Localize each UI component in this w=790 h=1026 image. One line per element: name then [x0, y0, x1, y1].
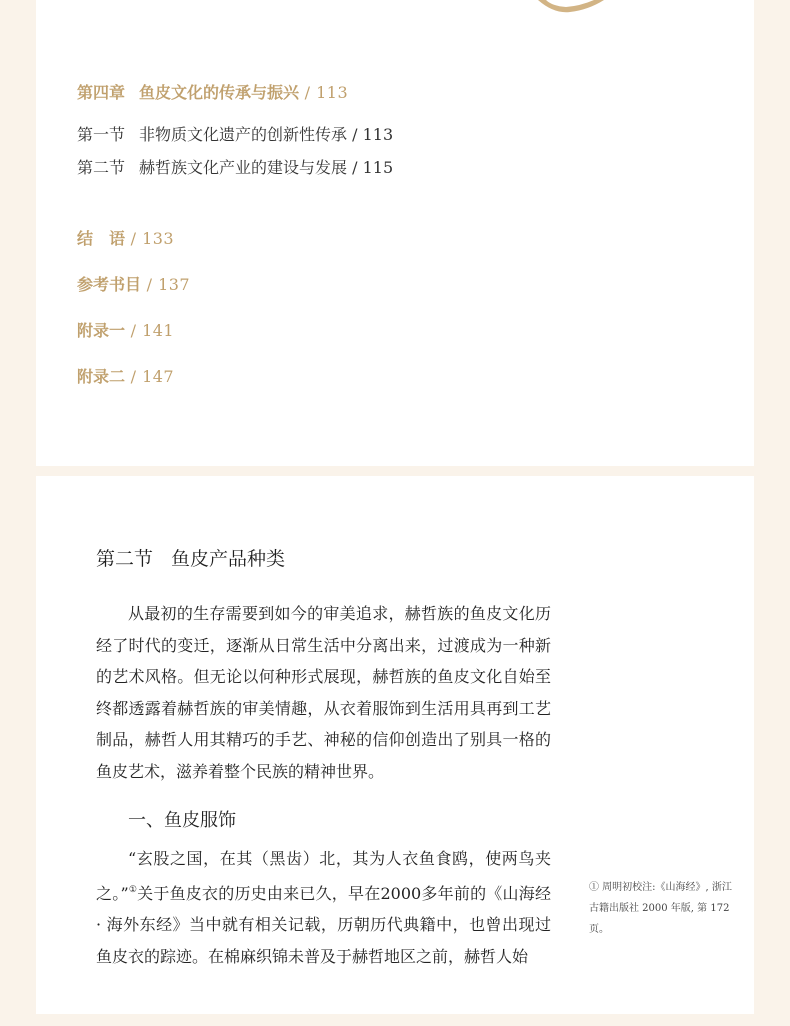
toc-chapter-4[interactable] — [77, 80, 348, 103]
section-title: 鱼皮产品种类 — [171, 548, 286, 570]
toc-chapter-title: 鱼皮文化的传承与振兴 — [139, 83, 300, 102]
toc-page-number: / 113 — [352, 125, 394, 144]
toc-bibliography[interactable] — [77, 272, 190, 295]
toc-entry-title: 附录二 — [77, 367, 126, 386]
toc-entry-title: 附录一 — [77, 321, 126, 340]
footnote: ① 周明初校注:《山海经》, 浙江古籍出版社 2000 年版, 第 172 页。 — [589, 882, 732, 935]
quote-text: “玄股之国，在其（黑齿）北，其为人衣鱼食鸥，使两鸟夹之。” — [96, 849, 551, 903]
toc-conclusion[interactable] — [77, 226, 174, 249]
subsection-heading: 一、鱼皮服饰 — [128, 810, 236, 831]
toc-page-number: / 147 — [130, 367, 175, 386]
body-paragraph-1: 从最初的生存需要到如今的审美追求，赫哲族的鱼皮文化历经了时代的变迁，逐渐从日常生活中分离出来，过渡成为一种新的艺术风格。但无论以何种形式展现，赫哲族的鱼皮文化自始至终都透露着赫哲族的审美情趣，从衣着服饰到生活用具再到工艺制品，赫哲人用其精巧的手艺、神秘的信仰创造出了别具一格的鱼皮艺术，滋养着整个民族的精神世界。 — [96, 604, 551, 781]
toc-section-label: 第一节 — [77, 125, 126, 144]
toc-appendix-1[interactable] — [77, 318, 174, 341]
section-label: 第二节 — [96, 548, 154, 570]
toc-page-number: / 141 — [130, 321, 175, 340]
brush-decoration-icon — [536, 0, 606, 20]
toc-chapter-label: 第四章 — [77, 83, 126, 102]
toc-card — [36, 0, 754, 466]
paragraph-continuation: 关于鱼皮衣的历史由来已久，早在2000多年前的《山海经 · 海外东经》当中就有相关记载，历朝历代典籍中，也曾出现过鱼皮衣的踪迹。在棉麻织锦未普及于赫哲地区之前，赫哲人始 — [96, 883, 551, 966]
toc-page-number: / 137 — [146, 275, 191, 294]
section-heading — [96, 544, 285, 571]
content-card — [36, 476, 754, 1014]
body-paragraph-2 — [96, 843, 551, 972]
toc-page-number: / 133 — [130, 229, 175, 248]
toc-appendix-2[interactable] — [77, 364, 174, 387]
toc-page-number: / 113 — [304, 83, 349, 102]
toc-section-1[interactable] — [77, 122, 393, 145]
footnote-marker[interactable]: ① — [128, 884, 138, 895]
toc-entry-title: 结 语 — [77, 229, 126, 248]
toc-page-number: / 115 — [352, 158, 394, 177]
toc-section-title: 赫哲族文化产业的建设与发展 — [139, 158, 348, 177]
toc-section-label: 第二节 — [77, 158, 126, 177]
toc-section-2[interactable] — [77, 155, 393, 178]
toc-entry-title: 参考书目 — [77, 275, 142, 294]
toc-section-title: 非物质文化遗产的创新性传承 — [139, 125, 348, 144]
